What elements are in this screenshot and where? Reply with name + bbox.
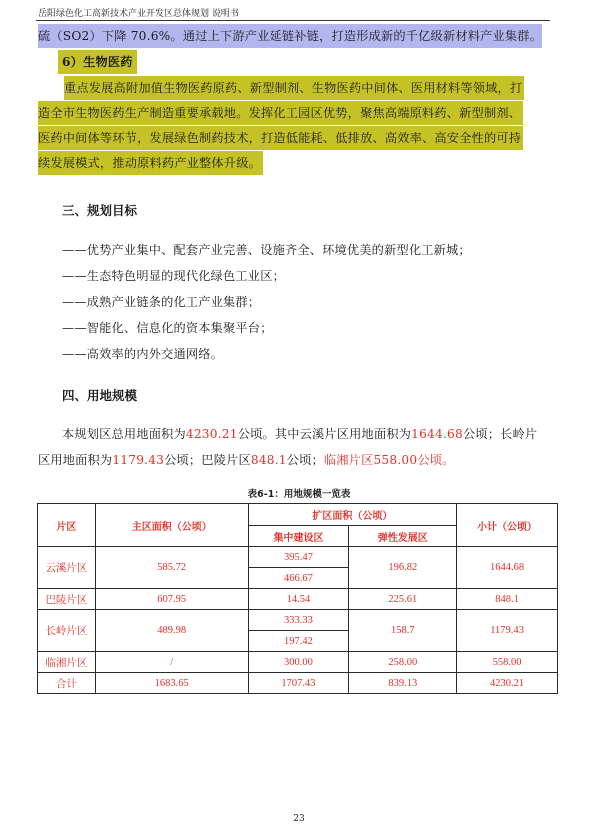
cell-concentrated: 14.54 [248, 589, 349, 610]
table-row-total [38, 673, 558, 694]
cell-concentrated: 333.33 [248, 610, 349, 631]
text-segment: 公顷； [286, 453, 324, 467]
goal-item: ——高效率的内外交通网络。 [62, 347, 224, 361]
paragraph-line: 医药中间体等环节，发展绿色制药技术，打造低能耗、低排放、高效率、高安全性的可持 [38, 126, 523, 150]
header-district: 片区 [38, 504, 96, 547]
table-row [38, 652, 558, 673]
yunxi-area-value: 1644.68 [411, 427, 463, 441]
linxiang-area-text: 临湘片区558.00公顷。 [323, 453, 455, 467]
cell-subtotal: 1644.68 [457, 547, 558, 589]
cell-flexible: 158.7 [349, 610, 457, 652]
cell-district: 云溪片区 [38, 547, 96, 589]
cell-main: 1683.65 [95, 673, 248, 694]
text-segment: 区用地面积为 [38, 453, 113, 467]
goal-item: ——智能化、信息化的资本集聚平台； [62, 321, 273, 335]
section-heading: 三、规划目标 [62, 203, 138, 218]
paragraph-line: 续发展模式，推动原料药产业整体升级。 [38, 151, 263, 175]
text-segment: 公顷；巴陵片区 [164, 453, 251, 467]
paragraph-line [38, 451, 454, 468]
header-concentrated: 集中建设区 [248, 526, 349, 547]
total-area-value: 4230.21 [185, 427, 238, 441]
cell-district: 长岭片区 [38, 610, 96, 652]
cell-flexible: 196.82 [349, 547, 457, 589]
cell-concentrated: 466.67 [248, 568, 349, 589]
cell-flexible: 258.00 [349, 652, 457, 673]
header-expansion: 扩区面积（公顷） [248, 504, 457, 526]
cell-main: / [95, 652, 248, 673]
paragraph-line: 硫（SO2）下降 70.6%。通过上下游产业延链补链，打造形成新的千亿级新材料产业集群。 [38, 24, 542, 48]
goal-item: ——优势产业集中、配套产业完善、设施齐全、环境优美的新型化工新城； [62, 243, 471, 257]
page-number: 23 [293, 814, 305, 824]
land-use-table [37, 503, 558, 694]
table-row [38, 589, 558, 610]
cell-main: 585.72 [95, 547, 248, 589]
cell-flexible: 225.61 [349, 589, 457, 610]
cell-flexible: 839.13 [349, 673, 457, 694]
cell-subtotal: 848.1 [457, 589, 558, 610]
changling-area-value: 1179.43 [112, 453, 165, 467]
table-row [38, 547, 558, 568]
document-header: 岳阳绿色化工高新技术产业开发区总体规划 说明书 [38, 9, 239, 19]
cell-concentrated: 300.00 [248, 652, 349, 673]
table-row [38, 610, 558, 631]
cell-district: 巴陵片区 [38, 589, 96, 610]
section-heading: 四、用地规模 [62, 388, 138, 403]
cell-district: 合计 [38, 673, 96, 694]
cell-concentrated: 1707.43 [248, 673, 349, 694]
header-main-area: 主区面积（公顷） [95, 504, 248, 547]
text-segment: 本规划区总用地面积为 [62, 427, 186, 441]
table-caption: 表6-1：用地规模一览表 [247, 489, 351, 500]
paragraph-line [62, 425, 537, 442]
cell-main: 489.98 [95, 610, 248, 652]
cell-concentrated: 197.42 [248, 631, 349, 652]
header-flexible: 弹性发展区 [349, 526, 457, 547]
header-subtotal: 小计（公顷） [457, 504, 558, 547]
header-divider [36, 20, 550, 21]
text-segment: 公顷；长岭片 [462, 427, 538, 441]
cell-district: 临湘片区 [38, 652, 96, 673]
baling-area-value: 848.1 [250, 453, 287, 467]
cell-subtotal: 4230.21 [457, 673, 558, 694]
text-segment: 公顷。其中云溪片区用地面积为 [237, 427, 412, 441]
goal-item: ——成熟产业链条的化工产业集群； [62, 295, 261, 309]
bio-heading: 6）生物医药 [58, 50, 137, 74]
goal-item: ——生态特色明显的现代化绿色工业区； [62, 269, 285, 283]
cell-subtotal: 1179.43 [457, 610, 558, 652]
cell-subtotal: 558.00 [457, 652, 558, 673]
paragraph-line: 重点发展高附加值生物医药原药、新型制剂、生物医药中间体、医用材料等领域，打 [64, 76, 524, 100]
paragraph-line: 造全市生物医药生产制造重要承载地。发挥化工园区优势，聚焦高端原料药、新型制剂、 [38, 101, 523, 125]
cell-main: 607.95 [95, 589, 248, 610]
cell-concentrated: 395.47 [248, 547, 349, 568]
